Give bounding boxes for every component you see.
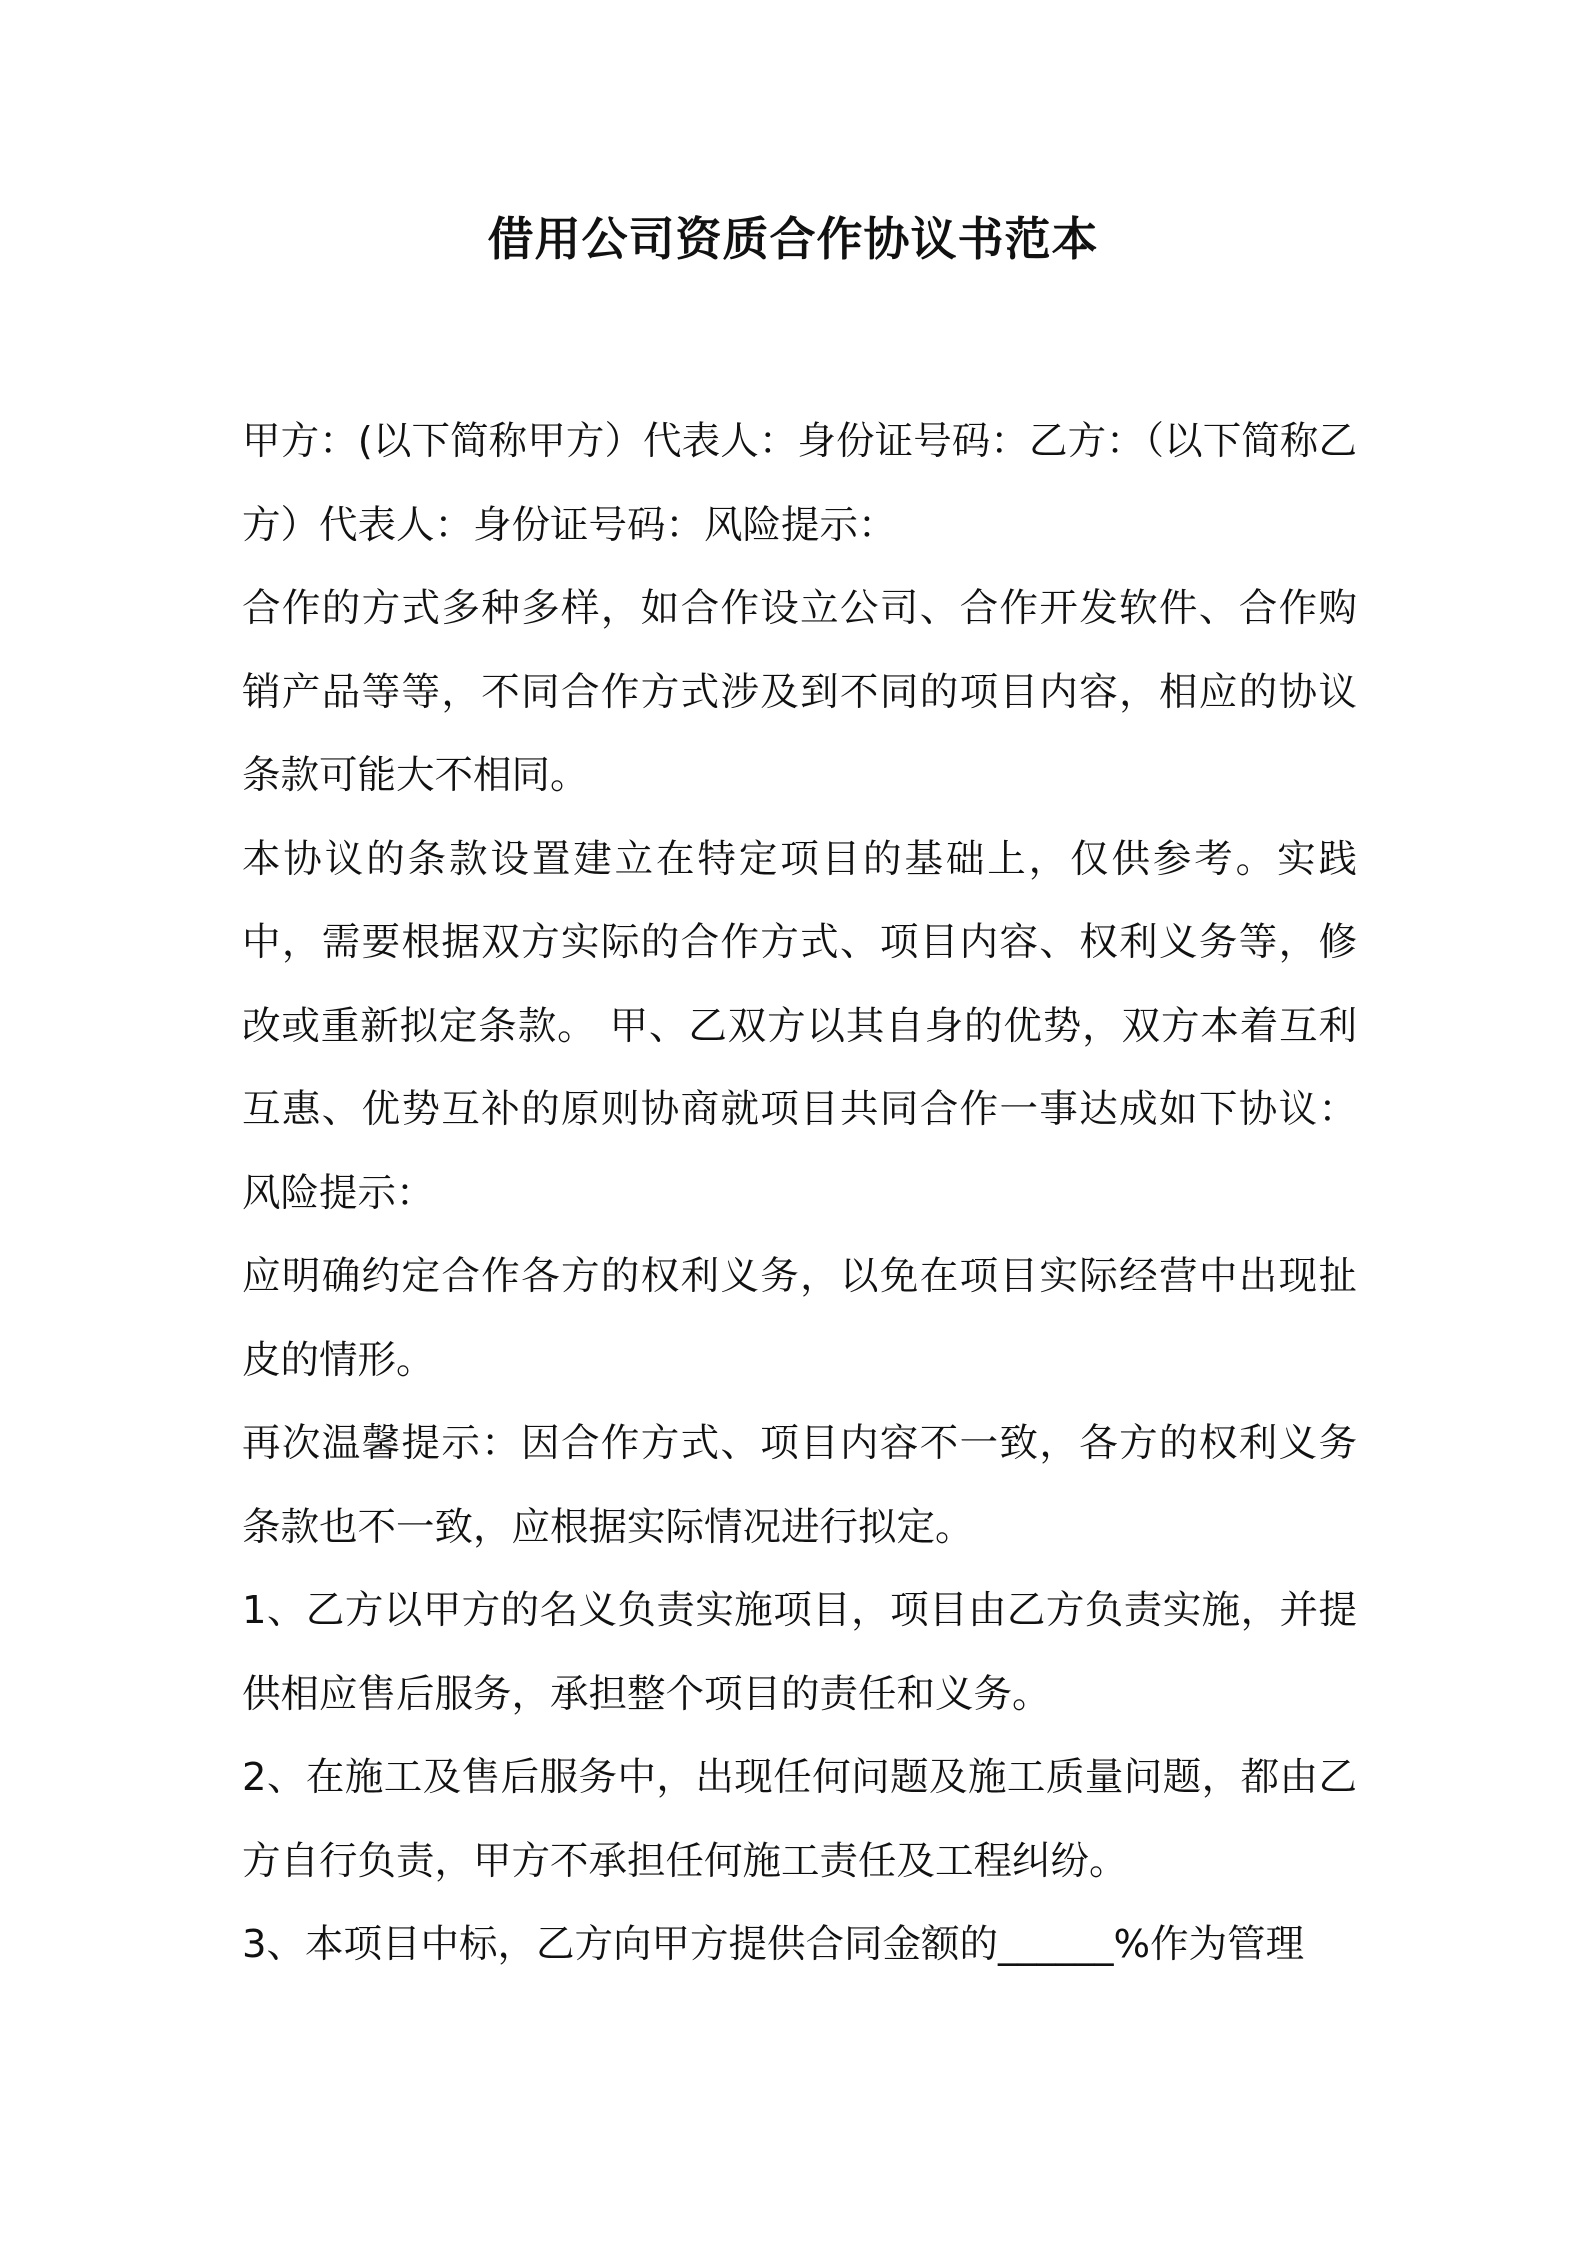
paragraph-cooperation-methods: 合作的方式多种多样，如合作设立公司、合作开发软件、合作购销产品等等，不同合作方式涉及到不同的项目内容，相应的协议条款可能大不相同。: [242, 586, 1357, 798]
document-body: [242, 400, 1357, 1987]
paragraph-rights-obligations: 应明确约定合作各方的权利义务，以免在项目实际经营中出现扯皮的情形。: [242, 1254, 1357, 1383]
paragraph-parties: 甲方：(以下简称甲方）代表人：身份证号码：乙方：（以下简称乙方）代表人：身份证号码：风险提示：: [242, 419, 1357, 548]
paragraph-reminder: 再次温馨提示：因合作方式、项目内容不一致，各方的权利义务条款也不一致，应根据实际情况进行拟定。: [242, 1421, 1357, 1550]
document-title: 借用公司资质合作协议书范本: [487, 212, 1099, 266]
clause-2: 2、在施工及售后服务中，出现任何问题及施工质量问题，都由乙方自行负责，甲方不承担任何施工责任及工程纠纷。: [242, 1755, 1357, 1884]
paragraph-agreement-basis: 本协议的条款设置建立在特定项目的基础上，仅供参考。实践中，需要根据双方实际的合作方式、项目内容、权利义务等，修改或重新拟定条款。 甲、乙双方以其自身的优势，双方本着互利互惠、优势互补的原则协商就项目共同合作一事达成如下协议：风险提示：: [242, 836, 1357, 1216]
clause-3: 3、本项目中标，乙方向甲方提供合同金额的______%作为管理: [242, 1922, 1305, 1967]
clause-1: 1、乙方以甲方的名义负责实施项目，项目由乙方负责实施，并提供相应售后服务，承担整个项目的责任和义务。: [242, 1588, 1357, 1717]
